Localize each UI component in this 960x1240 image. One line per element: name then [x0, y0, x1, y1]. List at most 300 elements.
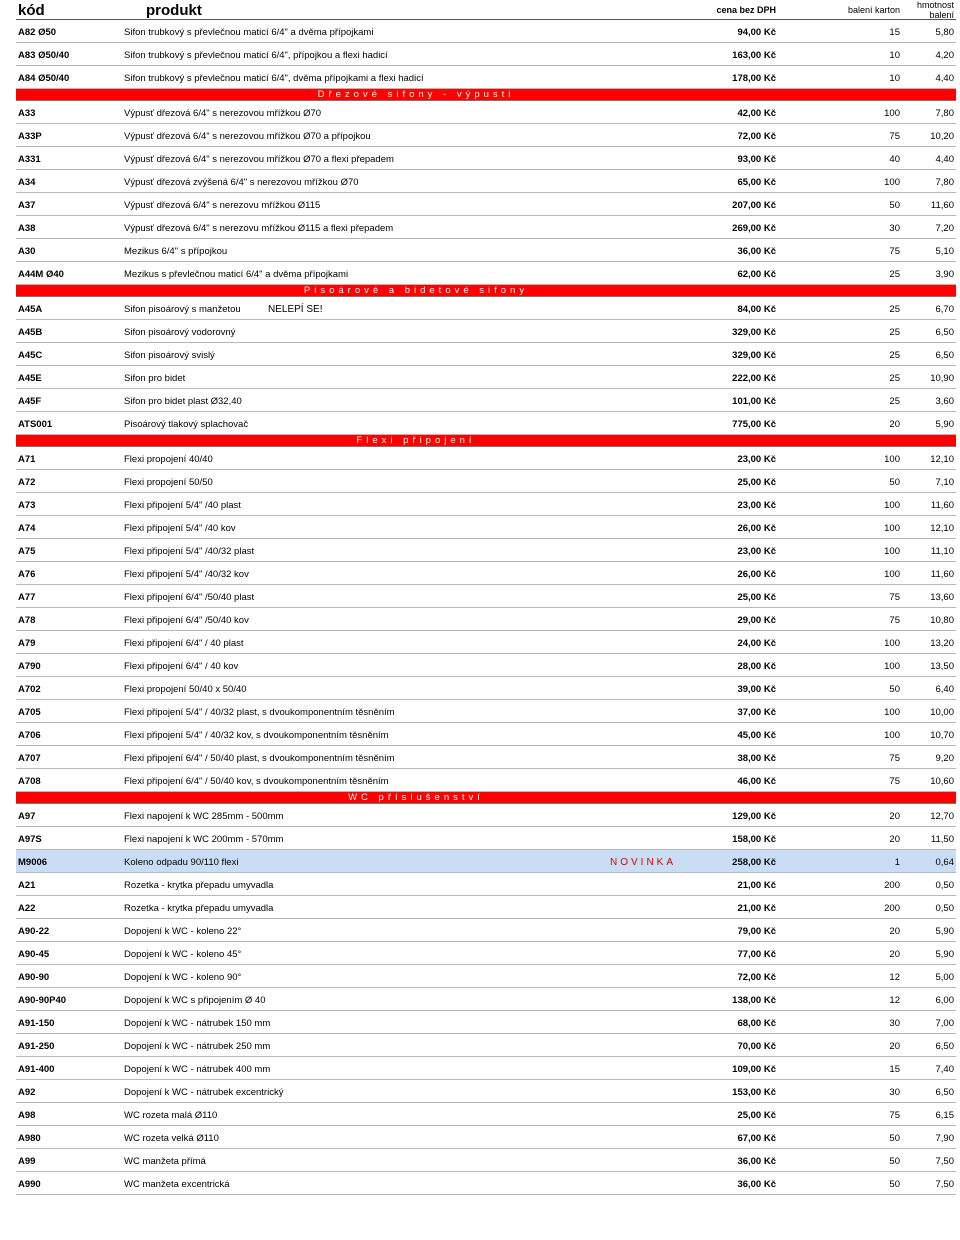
product-price: 38,00 Kč	[737, 753, 776, 764]
package-weight: 6,40	[935, 684, 954, 695]
product-price: 21,00 Kč	[737, 880, 776, 891]
table-row	[16, 320, 956, 343]
package-weight: 7,40	[935, 1064, 954, 1075]
package-weight: 13,60	[930, 592, 954, 603]
table-row	[16, 769, 956, 792]
carton-quantity: 100	[884, 730, 900, 741]
section-header	[16, 792, 956, 804]
product-name: WC rozeta velká Ø110	[124, 1133, 219, 1144]
product-name: Flexi připojení 5/4" /40/32 kov	[124, 569, 249, 580]
product-name: Mezikus s převlečnou maticí 6/4" a dvěma přípojkami	[124, 269, 349, 280]
package-weight: 6,50	[935, 1041, 954, 1052]
product-name: Flexi propojení 50/50	[124, 477, 213, 488]
table-row	[16, 896, 956, 919]
header-price: cena bez DPH	[716, 5, 776, 15]
product-name: Sifon trubkový s převlečnou maticí 6/4" a dvěma přípojkami	[124, 27, 374, 38]
product-name: Sifon pro bidet plast Ø32,40	[124, 396, 242, 407]
product-price: 77,00 Kč	[737, 949, 776, 960]
package-weight: 6,50	[935, 327, 954, 338]
carton-quantity: 25	[889, 350, 900, 361]
table-row	[16, 827, 956, 850]
carton-quantity: 20	[889, 419, 900, 430]
product-price: 67,00 Kč	[737, 1133, 776, 1144]
product-name: Koleno odpadu 90/110 flexi	[124, 857, 239, 868]
product-code: A98	[18, 1110, 36, 1121]
product-name: Sifon trubkový s převlečnou maticí 6/4", přípojkou a flexi hadicí	[124, 50, 388, 61]
carton-quantity: 75	[889, 615, 900, 626]
product-code: A22	[18, 903, 36, 914]
section-header	[16, 435, 956, 447]
package-weight: 5,10	[935, 246, 954, 257]
table-row	[16, 343, 956, 366]
table-row	[16, 101, 956, 124]
product-name: Flexi napojení k WC 200mm - 570mm	[124, 834, 284, 845]
carton-quantity: 100	[884, 177, 900, 188]
table-row	[16, 262, 956, 285]
product-code: A45A	[18, 304, 43, 315]
product-code: A83 Ø50/40	[18, 50, 70, 61]
carton-quantity: 30	[889, 223, 900, 234]
carton-quantity: 75	[889, 246, 900, 257]
table-row	[16, 43, 956, 66]
table-row	[16, 389, 956, 412]
header-code: kód	[18, 2, 45, 19]
table-row	[16, 723, 956, 746]
carton-quantity: 50	[889, 1133, 900, 1144]
package-weight: 7,10	[935, 477, 954, 488]
product-price: 36,00 Kč	[737, 246, 776, 257]
product-price: 109,00 Kč	[732, 1064, 776, 1075]
product-price: 153,00 Kč	[732, 1087, 776, 1098]
product-code: A34	[18, 177, 36, 188]
product-price: 93,00 Kč	[737, 154, 776, 165]
table-row	[16, 677, 956, 700]
carton-quantity: 50	[889, 477, 900, 488]
section-header	[16, 89, 956, 101]
product-code: A75	[18, 546, 36, 557]
product-code: A74	[18, 523, 36, 534]
product-code: A45F	[18, 396, 42, 407]
package-weight: 5,90	[935, 419, 954, 430]
table-row	[16, 447, 956, 470]
package-weight: 0,50	[935, 880, 954, 891]
table-row	[16, 965, 956, 988]
product-code: A91-150	[18, 1018, 55, 1029]
package-weight: 4,40	[935, 73, 954, 84]
product-name: Flexi připojení 5/4" /40 kov	[124, 523, 236, 534]
carton-quantity: 15	[889, 1064, 900, 1075]
product-price: 222,00 Kč	[732, 373, 776, 384]
carton-quantity: 100	[884, 638, 900, 649]
table-row	[16, 804, 956, 827]
product-code: A97	[18, 811, 36, 822]
carton-quantity: 12	[889, 995, 900, 1006]
package-weight: 11,60	[930, 200, 954, 211]
header-weight	[917, 0, 954, 20]
carton-quantity: 25	[889, 373, 900, 384]
product-code: A76	[18, 569, 36, 580]
carton-quantity: 100	[884, 500, 900, 511]
table-row	[16, 631, 956, 654]
carton-quantity: 10	[889, 50, 900, 61]
product-code: A33	[18, 108, 36, 119]
header-carton: balení karton	[847, 5, 900, 15]
product-code: A30	[18, 246, 36, 257]
product-code: A82 Ø50	[18, 27, 57, 38]
table-row	[16, 1011, 956, 1034]
product-code: A331	[18, 154, 41, 165]
product-price: 26,00 Kč	[737, 569, 776, 580]
carton-quantity: 100	[884, 661, 900, 672]
package-weight: 0,64	[935, 857, 954, 868]
product-price: 269,00 Kč	[732, 223, 776, 234]
product-price: 138,00 Kč	[732, 995, 776, 1006]
product-code: A78	[18, 615, 36, 626]
table-row	[16, 585, 956, 608]
product-price: 25,00 Kč	[737, 477, 776, 488]
carton-quantity: 200	[884, 903, 900, 914]
package-weight: 5,80	[935, 27, 954, 38]
table-row	[16, 654, 956, 677]
table-row	[16, 216, 956, 239]
product-name: Dopojení k WC - koleno 22°	[124, 926, 242, 937]
product-price: 207,00 Kč	[732, 200, 776, 211]
table-row	[16, 873, 956, 896]
package-weight: 12,10	[930, 454, 954, 465]
product-name: Flexi připojení 5/4" /40/32 plast	[124, 546, 255, 557]
carton-quantity: 50	[889, 1179, 900, 1190]
product-name: Rozetka - krytka přepadu umyvadla	[124, 903, 274, 914]
package-weight: 7,50	[935, 1156, 954, 1167]
package-weight: 4,20	[935, 50, 954, 61]
table-row	[16, 1103, 956, 1126]
carton-quantity: 12	[889, 972, 900, 983]
carton-quantity: 20	[889, 949, 900, 960]
product-code: A90-90	[18, 972, 50, 983]
table-row	[16, 608, 956, 631]
carton-quantity: 100	[884, 707, 900, 718]
carton-quantity: 1	[894, 857, 900, 868]
table-row	[16, 239, 956, 262]
package-weight: 7,20	[935, 223, 954, 234]
product-name: Výpusť dřezová 6/4" s nerezovou mřížkou Ø70 a přípojkou	[124, 131, 371, 142]
carton-quantity: 50	[889, 200, 900, 211]
section-title: Pisoárové a bidetové sifony	[303, 285, 529, 296]
product-price: 28,00 Kč	[737, 661, 776, 672]
table-row	[16, 850, 956, 873]
table-row	[16, 170, 956, 193]
product-name: Flexi připojení 5/4" / 40/32 kov, s dvoukomponentním těsněním	[124, 730, 389, 741]
product-code: A708	[18, 776, 41, 787]
product-code: A79	[18, 638, 36, 649]
package-weight: 9,20	[935, 753, 954, 764]
product-name: Výpusť dřezová 6/4" s nerezovu mřížkou Ø115 a flexi přepadem	[124, 223, 394, 234]
product-name: Výpusť dřezová 6/4" s nerezovu mřížkou Ø115	[124, 200, 321, 211]
package-weight: 5,00	[935, 972, 954, 983]
package-weight: 12,70	[930, 811, 954, 822]
package-weight: 11,60	[930, 569, 954, 580]
package-weight: 6,50	[935, 350, 954, 361]
carton-quantity: 75	[889, 1110, 900, 1121]
product-price: 775,00 Kč	[732, 419, 776, 430]
carton-quantity: 25	[889, 304, 900, 315]
product-code: A45C	[18, 350, 43, 361]
table-row	[16, 412, 956, 435]
product-name: WC manžeta excentrická	[124, 1179, 230, 1190]
table-row	[16, 193, 956, 216]
product-code: A45E	[18, 373, 42, 384]
package-weight: 11,60	[930, 500, 954, 511]
package-weight: 0,50	[935, 903, 954, 914]
product-code: A90-22	[18, 926, 50, 937]
table-row	[16, 988, 956, 1011]
product-code: A73	[18, 500, 36, 511]
table-row	[16, 746, 956, 769]
carton-quantity: 15	[889, 27, 900, 38]
table-row	[16, 147, 956, 170]
product-price: 39,00 Kč	[737, 684, 776, 695]
product-price: 42,00 Kč	[737, 108, 776, 119]
product-name: Dopojení k WC - nátrubek excentrický	[124, 1087, 284, 1098]
product-name: WC manžeta přímá	[124, 1156, 206, 1167]
product-name: Sifon pro bidet	[124, 373, 186, 384]
product-price: 26,00 Kč	[737, 523, 776, 534]
table-row	[16, 1057, 956, 1080]
product-price: 37,00 Kč	[737, 707, 776, 718]
carton-quantity: 20	[889, 926, 900, 937]
product-price: 79,00 Kč	[737, 926, 776, 937]
product-name: Sifon pisoárový s manžetou	[124, 304, 241, 315]
carton-quantity: 25	[889, 269, 900, 280]
product-code: A84 Ø50/40	[18, 73, 70, 84]
carton-quantity: 75	[889, 776, 900, 787]
package-weight: 7,50	[935, 1179, 954, 1190]
table-row	[16, 470, 956, 493]
carton-quantity: 200	[884, 880, 900, 891]
package-weight: 3,90	[935, 269, 954, 280]
product-code: A91-250	[18, 1041, 55, 1052]
package-weight: 7,00	[935, 1018, 954, 1029]
table-row	[16, 1172, 956, 1195]
product-name: Flexi připojení 6/4" /50/40 plast	[124, 592, 255, 603]
table-row	[16, 366, 956, 389]
product-code: A705	[18, 707, 41, 718]
product-name: Dopojení k WC - koleno 90°	[124, 972, 242, 983]
product-code: A91-400	[18, 1064, 55, 1075]
carton-quantity: 30	[889, 1087, 900, 1098]
table-row	[16, 66, 956, 89]
package-weight: 6,15	[935, 1110, 954, 1121]
product-code: A44M Ø40	[18, 269, 64, 280]
package-weight: 6,50	[935, 1087, 954, 1098]
product-name: Flexi připojení 6/4" / 50/40 kov, s dvoukomponentním těsněním	[124, 776, 389, 787]
product-price: 36,00 Kč	[737, 1156, 776, 1167]
carton-quantity: 100	[884, 569, 900, 580]
product-code: A702	[18, 684, 41, 695]
carton-quantity: 75	[889, 753, 900, 764]
product-price: 23,00 Kč	[737, 500, 776, 511]
product-name: Dopojení k WC - nátrubek 150 mm	[124, 1018, 271, 1029]
section-title: Flexi připojení	[356, 435, 476, 446]
table-row	[16, 1149, 956, 1172]
product-name: Flexi připojení 6/4" / 40 kov	[124, 661, 239, 672]
product-name: Rozetka - krytka přepadu umyvadla	[124, 880, 274, 891]
product-price: 65,00 Kč	[737, 177, 776, 188]
carton-quantity: 20	[889, 834, 900, 845]
section-title: Dřezové sifony - výpusti	[317, 89, 515, 100]
product-name: Flexi propojení 50/40 x 50/40	[124, 684, 247, 695]
carton-quantity: 30	[889, 1018, 900, 1029]
table-row	[16, 1126, 956, 1149]
product-price: 21,00 Kč	[737, 903, 776, 914]
product-price: 258,00 Kč	[732, 857, 776, 868]
carton-quantity: 50	[889, 1156, 900, 1167]
product-price: 45,00 Kč	[737, 730, 776, 741]
table-row	[16, 919, 956, 942]
product-name: Flexi připojení 5/4" /40 plast	[124, 500, 241, 511]
product-code: A92	[18, 1087, 36, 1098]
table-row	[16, 562, 956, 585]
package-weight: 13,20	[930, 638, 954, 649]
product-name: Dopojení k WC - nátrubek 250 mm	[124, 1041, 271, 1052]
product-price: 23,00 Kč	[737, 454, 776, 465]
table-row	[16, 942, 956, 965]
package-weight: 13,50	[930, 661, 954, 672]
product-code: A706	[18, 730, 41, 741]
carton-quantity: 20	[889, 811, 900, 822]
carton-quantity: 75	[889, 592, 900, 603]
product-price: 329,00 Kč	[732, 327, 776, 338]
product-code: A980	[18, 1133, 41, 1144]
package-weight: 10,60	[930, 776, 954, 787]
package-weight: 10,00	[930, 707, 954, 718]
product-price: 72,00 Kč	[737, 972, 776, 983]
product-code: A99	[18, 1156, 36, 1167]
table-row	[16, 700, 956, 723]
product-name: Mezikus 6/4" s přípojkou	[124, 246, 228, 257]
product-name: Flexi propojení 40/40	[124, 454, 213, 465]
product-price: 94,00 Kč	[737, 27, 776, 38]
table-row	[16, 20, 956, 43]
product-price: 68,00 Kč	[737, 1018, 776, 1029]
product-name: Flexi připojení 6/4" / 50/40 plast, s dvoukomponentním těsněním	[124, 753, 395, 764]
product-price: 158,00 Kč	[732, 834, 776, 845]
product-price: 46,00 Kč	[737, 776, 776, 787]
product-price: 29,00 Kč	[737, 615, 776, 626]
package-weight: 11,10	[930, 546, 954, 557]
product-code: A97S	[18, 834, 42, 845]
package-weight: 10,90	[930, 373, 954, 384]
product-name: Výpusť dřezová zvýšená 6/4" s nerezovou mřížkou Ø70	[124, 177, 359, 188]
product-price: 129,00 Kč	[732, 811, 776, 822]
package-weight: 10,70	[930, 730, 954, 741]
carton-quantity: 25	[889, 327, 900, 338]
product-price: 24,00 Kč	[737, 638, 776, 649]
product-price: 23,00 Kč	[737, 546, 776, 557]
product-name: Flexi připojení 6/4" / 40 plast	[124, 638, 244, 649]
package-weight: 6,00	[935, 995, 954, 1006]
section-title: WC příslušenství	[348, 792, 484, 803]
product-name: Dopojení k WC - koleno 45°	[124, 949, 242, 960]
product-name: Flexi napojení k WC 285mm - 500mm	[124, 811, 284, 822]
table-row	[16, 124, 956, 147]
package-weight: 7,80	[935, 177, 954, 188]
product-price: 36,00 Kč	[737, 1179, 776, 1190]
product-code: A33P	[18, 131, 42, 142]
header-product: produkt	[146, 2, 202, 19]
package-weight: 7,80	[935, 108, 954, 119]
product-name: Výpusť dřezová 6/4" s nerezovou mřížkou Ø70	[124, 108, 322, 119]
package-weight: 10,80	[930, 615, 954, 626]
header-weight-line2: balení	[929, 10, 954, 20]
product-code: A990	[18, 1179, 41, 1190]
product-note: NELEPÍ SE!	[268, 304, 323, 315]
product-name: WC rozeta malá Ø110	[124, 1110, 218, 1121]
carton-quantity: 75	[889, 131, 900, 142]
product-name: Sifon pisoárový vodorovný	[124, 327, 236, 338]
product-code: A77	[18, 592, 36, 603]
product-price: 25,00 Kč	[737, 1110, 776, 1121]
carton-quantity: 100	[884, 108, 900, 119]
product-price: 72,00 Kč	[737, 131, 776, 142]
product-name: Sifon trubkový s převlečnou maticí 6/4", dvěma přípojkami a flexi hadicí	[124, 73, 424, 84]
product-code: ATS001	[18, 419, 53, 430]
product-code: A707	[18, 753, 41, 764]
package-weight: 5,90	[935, 949, 954, 960]
carton-quantity: 100	[884, 523, 900, 534]
carton-quantity: 40	[889, 154, 900, 165]
product-code: A38	[18, 223, 36, 234]
product-name: Flexi připojení 5/4" / 40/32 plast, s dvoukomponentním těsněním	[124, 707, 395, 718]
product-code: A90-90P40	[18, 995, 67, 1006]
carton-quantity: 50	[889, 684, 900, 695]
package-weight: 4,40	[935, 154, 954, 165]
product-name: Dopojení k WC s připojením Ø 40	[124, 995, 266, 1006]
header-weight-line1: hmotnost	[916, 0, 954, 10]
product-price: 84,00 Kč	[737, 304, 776, 315]
product-price: 70,00 Kč	[737, 1041, 776, 1052]
product-code: A37	[18, 200, 36, 211]
product-name: Pisoárový tlakový splachovač	[124, 419, 249, 430]
section-header	[16, 285, 956, 297]
table-row	[16, 516, 956, 539]
product-price: 101,00 Kč	[732, 396, 776, 407]
package-weight: 5,90	[935, 926, 954, 937]
carton-quantity: 20	[889, 1041, 900, 1052]
product-price: 329,00 Kč	[732, 350, 776, 361]
carton-quantity: 25	[889, 396, 900, 407]
package-weight: 11,50	[930, 834, 954, 845]
package-weight: 7,90	[935, 1133, 954, 1144]
product-code: A72	[18, 477, 36, 488]
table-row	[16, 493, 956, 516]
product-code: A790	[18, 661, 41, 672]
product-price: 25,00 Kč	[737, 592, 776, 603]
table-row	[16, 539, 956, 562]
product-code: A45B	[18, 327, 43, 338]
table-header	[16, 0, 956, 20]
product-code: A21	[18, 880, 36, 891]
table-row	[16, 1080, 956, 1103]
product-price: 62,00 Kč	[737, 269, 776, 280]
package-weight: 6,70	[935, 304, 954, 315]
product-code: A90-45	[18, 949, 50, 960]
package-weight: 10,20	[930, 131, 954, 142]
product-price: 178,00 Kč	[732, 73, 776, 84]
carton-quantity: 100	[884, 546, 900, 557]
product-name: Dopojení k WC - nátrubek 400 mm	[124, 1064, 271, 1075]
product-code: A71	[18, 454, 36, 465]
